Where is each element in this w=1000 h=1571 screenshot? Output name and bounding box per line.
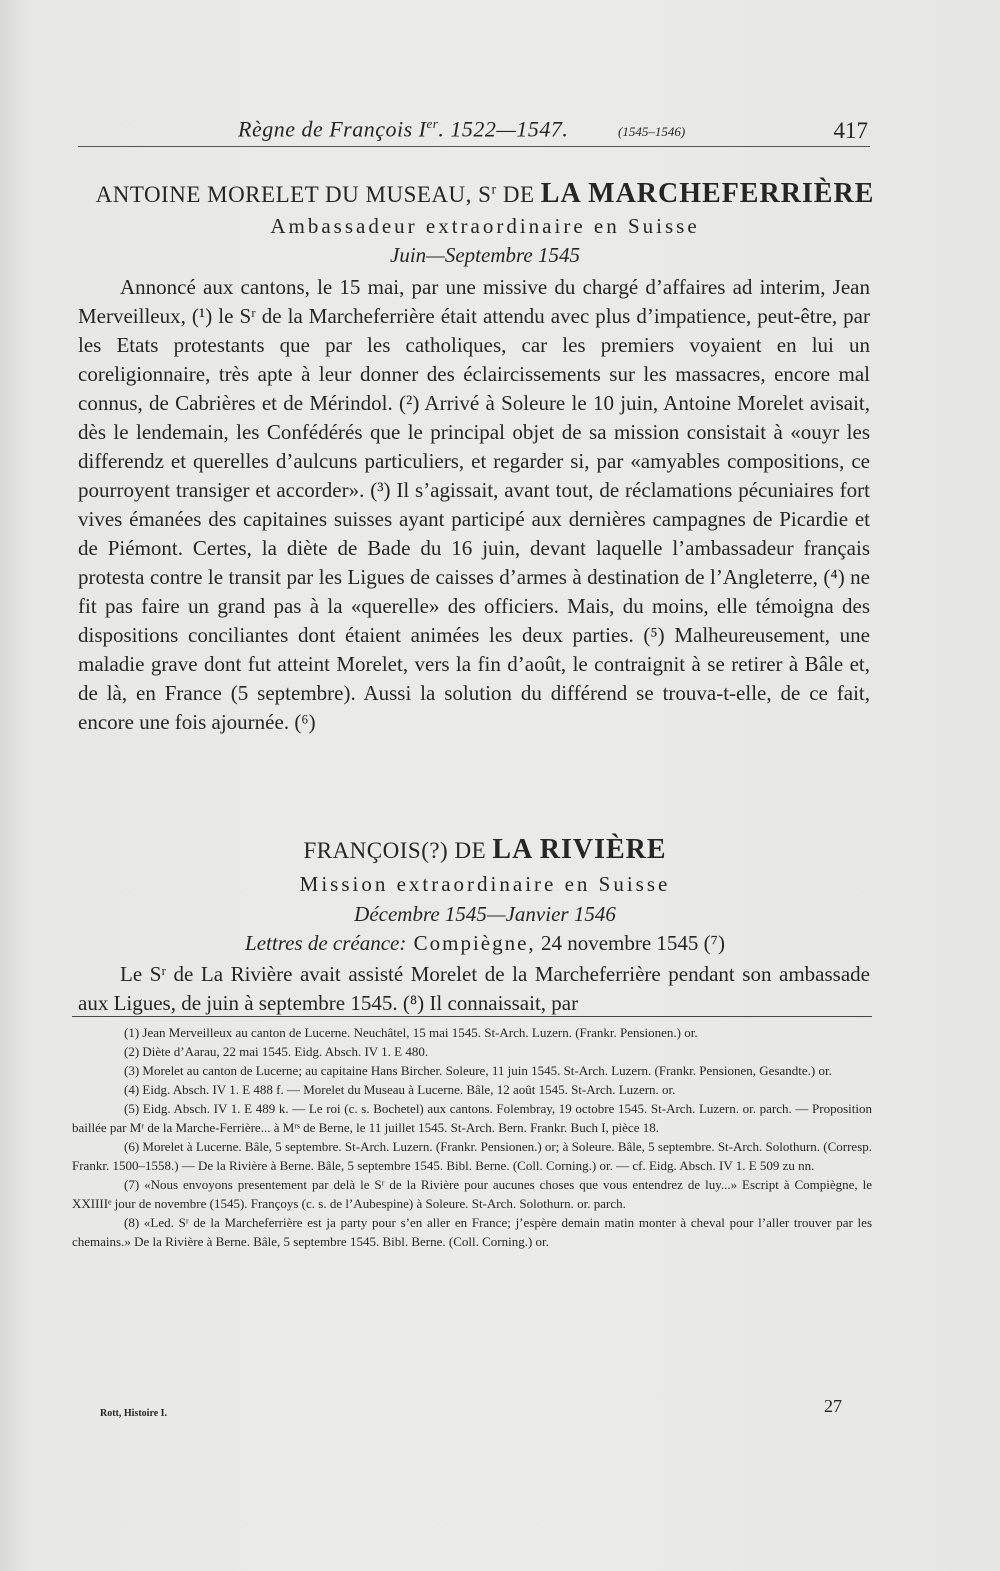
section2-role: Mission extraordinaire en Suisse: [299, 872, 671, 896]
credentials-date: 24 novembre 1545 (⁷): [535, 931, 725, 955]
section2-paragraph: Le Sʳ de La Rivière avait assisté Morelet de la Marcheferrière pendant son ambassade aux Ligues, de juin à septembre 1545. (⁸) Il connaissait, par: [78, 962, 870, 1015]
section2-body: [78, 960, 870, 1018]
running-head-dates: (1545–1546): [618, 124, 686, 139]
section1-title: [60, 178, 910, 210]
page-number: 417: [833, 118, 868, 143]
sheet-number: 27: [824, 1396, 842, 1416]
section1-title-sup: r: [491, 182, 497, 198]
credentials-label: Lettres de créance:: [245, 931, 407, 955]
footnote-5: (5) Eidg. Absch. IV 1. E 489 k. — Le roi (c. s. Bochetel) aux cantons. Folembray, 19 octobre 1545. St-Arch. Luzern. or. parch. — Proposition baillée par Mʳ de la Marche-Ferrière... à Mʳˢ de Berne, le 11 juillet 1545. St-Arch. Bern. Frankr. Buch I, pièce 18.: [72, 1101, 872, 1135]
footnotes: [72, 1016, 872, 1251]
section2-title: [60, 834, 910, 866]
running-head-title: [238, 116, 568, 142]
footnote-8: (8) «Led. Sʳ de la Marcheferrière est ja party pour s’en aller en France; j’espère demain matin monter à cheval pour l’aller trouver par les chemains.» De la Rivière à Berne. Bâle, 5 septembre 1545. Bibl. Berne. (Coll. Corning.) or.: [72, 1215, 872, 1249]
section2-title-name: FRANÇOIS(?) DE: [303, 838, 493, 863]
running-head-title-sup: er: [426, 116, 439, 131]
section2-period: Décembre 1545—Janvier 1546: [354, 902, 616, 926]
footnote-7: (7) «Nous envoyons presentement par delà le Sʳ de la Rivière pour aucunes choses que vous entendrez de luy...» Escript à Compiègne, le XXIIIIᵉ jour de novembre (1545). Françoys (c. s. de l’Aubespine) à Soleure. St-Arch. Solothurn. or. parch.: [72, 1177, 872, 1211]
section1-title-name: ANTOINE MORELET DU MUSEAU, S: [95, 182, 492, 207]
running-head-years: . 1522—1547.: [438, 116, 569, 142]
section2-title-big: LA RIVIÈRE: [492, 834, 667, 865]
section2-credentials: [60, 931, 910, 956]
section1-title-de: DE: [496, 182, 541, 207]
footnote-1: (1) Jean Merveilleux au canton de Lucerne. Neuchâtel, 15 mai 1545. St-Arch. Luzern. (Frankr. Pensionen.) or.: [124, 1025, 698, 1040]
footnote-3: (3) Morelet au canton de Lucerne; au capitaine Hans Bircher. Soleure, 11 juin 1545. St-Arch. Luzern. (Frankr. Pensionen, Gesandte.) or.: [124, 1063, 832, 1078]
section1-title-big: LA MARCHEFERRIÈRE: [540, 178, 875, 209]
section1-role: Ambassadeur extraordinaire en Suisse: [270, 214, 700, 238]
section1-body: [78, 273, 870, 737]
footnote-2: (2) Diète d’Aarau, 22 mai 1545. Eidg. Absch. IV 1. E 480.: [124, 1044, 429, 1059]
printer-mark: Rott, Histoire I.: [100, 1408, 168, 1419]
running-head-title-text: Règne de François I: [238, 116, 427, 142]
footnote-4: (4) Eidg. Absch. IV 1. E 488 f. — Morelet du Museau à Lucerne. Bâle, 12 août 1545. St-Arch. Luzern. or.: [124, 1082, 676, 1097]
running-head: [78, 112, 870, 147]
credentials-place: Compiègne,: [406, 931, 536, 955]
section1-period: Juin—Septembre 1545: [390, 243, 580, 267]
footnote-6: (6) Morelet à Lucerne. Bâle, 5 septembre. St-Arch. Luzern. (Frankr. Pensionen.) or; à Soleure. Bâle, 5 septembre. St-Arch. Solothurn. (Corresp. Frankr. 1500–1558.) — De la Rivière à Berne. Bâle, 5 septembre 1545. Bibl. Berne. (Coll. Corning.) or. — cf. Eidg. Absch. IV 1. E 509 zu nn.: [72, 1139, 873, 1173]
section1-paragraph: Annoncé aux cantons, le 15 mai, par une missive du chargé d’affaires ad interim, Jean Merveilleux, (¹) le Sʳ de la Marcheferrière était attendu avec plus d’impatience, peut-être, par les Etats protestants que par les catholiques, car les premiers voyaient en lui un coreligionnaire, très apte à leur donner des éclaircissements sur les massacres, encore mal connus, de Cabrières et de Mérindol. (²) Arrivé à Soleure le 10 juin, Antoine Morelet avisait, dès le lendemain, les Confédérés que le principal objet de sa mission consistait à «ouyr les differendz et querelles d’aulcuns particuliers, et regarder si, par «amyables compositions, ce pourroyent transiger et accorder». (³) Il s’agissait, avant tout, de réclamations pécuniaires fort vives émanées des capitaines suisses ayant participé aux dernières campagnes de Picardie et de Piémont. Certes, la diète de Bade du 16 juin, devant laquelle l’ambassadeur français protesta contre le transit par les Ligues de caisses d’armes à destination de l’Angleterre, (⁴) ne fit pas faire un grand pas à la «querelle» des officiers. Mais, du moins, elle témoigna des dispositions conciliantes dont étaient animées les deux parties. (⁵) Malheureusement, une maladie grave dont fut atteint Morelet, vers la fin d’août, le contraignit à se retirer à Bâle et, de là, en France (5 septembre). Aussi la solution du différend se trouva-t-elle, de ce fait, encore une fois ajournée. (⁶): [78, 275, 870, 734]
